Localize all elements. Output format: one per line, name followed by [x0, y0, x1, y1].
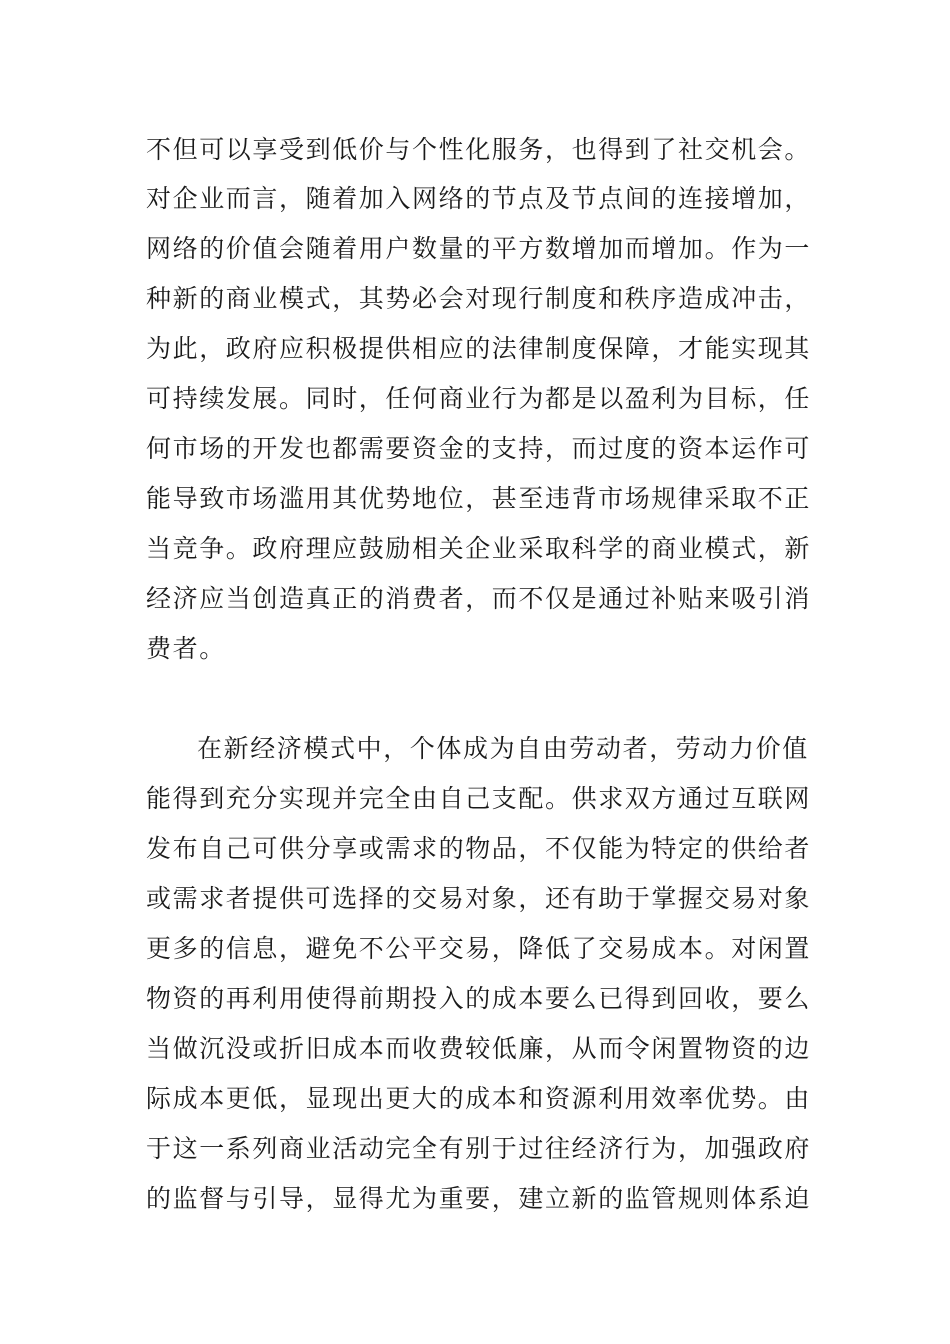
text-line: 当竞争。政府理应鼓励相关企业采取科学的商业模式，新: [146, 534, 812, 563]
text-line: 能得到充分实现并完全由自己支配。供求双方通过互联网: [146, 784, 812, 813]
text-line: 更多的信息，避免不公平交易，降低了交易成本。对闲置: [146, 934, 812, 963]
text-line: 费者。: [146, 634, 226, 663]
text-line: 对企业而言，随着加入网络的节点及节点间的连接增加，: [146, 184, 812, 213]
text-line: 不但可以享受到低价与个性化服务，也得到了社交机会。: [146, 135, 812, 164]
text-line: 的监督与引导，显得尤为重要，建立新的监管规则体系迫: [146, 1184, 812, 1213]
text-line: 能导致市场滥用其优势地位，甚至违背市场规律采取不正: [146, 484, 812, 513]
text-line: 经济应当创造真正的消费者，而不仅是通过补贴来吸引消: [146, 584, 812, 613]
text-line: 当做沉没或折旧成本而收费较低廉，从而令闲置物资的边: [146, 1034, 812, 1063]
text-line-indented: 在新经济模式中，个体成为自由劳动者，劳动力价值: [197, 734, 809, 763]
text-line: 际成本更低，显现出更大的成本和资源利用效率优势。由: [146, 1084, 812, 1113]
text-line: 或需求者提供可选择的交易对象，还有助于掌握交易对象: [146, 884, 812, 913]
text-line: 网络的价值会随着用户数量的平方数增加而增加。作为一: [146, 234, 812, 263]
text-line: 种新的商业模式，其势必会对现行制度和秩序造成冲击，: [146, 284, 812, 313]
text-line: 为此，政府应积极提供相应的法律制度保障，才能实现其: [146, 334, 812, 363]
text-line: 何市场的开发也都需要资金的支持，而过度的资本运作可: [146, 434, 812, 463]
text-line: 物资的再利用使得前期投入的成本要么已得到回收，要么: [146, 984, 812, 1013]
text-line: 于这一系列商业活动完全有别于过往经济行为，加强政府: [146, 1134, 812, 1163]
text-line: 可持续发展。同时，任何商业行为都是以盈利为目标，任: [146, 384, 812, 413]
text-line: 发布自己可供分享或需求的物品，不仅能为特定的供给者: [146, 834, 812, 863]
